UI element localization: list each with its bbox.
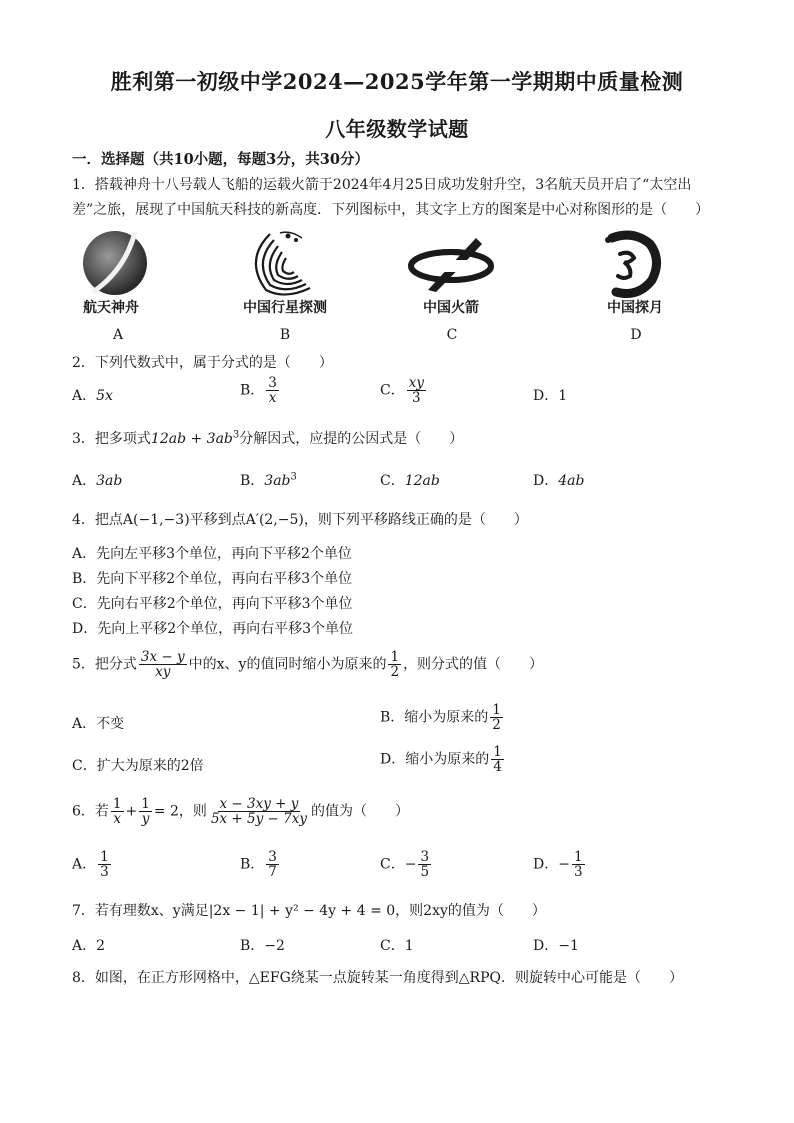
q4-option-d: D．先向上平移2个单位，再向右平移3个单位 [72, 621, 354, 637]
exam-title: 胜利第一初级中学2024—2025学年第一学期期中质量检测 [110, 69, 684, 94]
logo-letter-c: C [446, 327, 458, 343]
q3-option-c: C．12ab [380, 473, 440, 489]
q4-stem: 4．把点A(−1,−3)平移到点A′(2,−5)，则下列平移路线正确的是（ ） [72, 512, 528, 528]
q3-option-d: D．4ab [533, 473, 585, 489]
lunar-exploration-logo-icon [590, 230, 680, 300]
logo-letter-d: D [630, 327, 642, 343]
logo-caption-d: 中国探月 [607, 300, 663, 316]
q6-stem: 6．若 $\frac{1}{x}$ + $\frac{1}{y}$ = 2，则 $\frac{x - 3xy + y}{5x + 5y - 7xy}$ 的值为（ ） [72, 796, 409, 828]
logo-letter-b: B [279, 327, 291, 343]
exam-subtitle: 八年级数学试题 [325, 117, 469, 141]
q7-option-b: B．−2 [240, 938, 285, 954]
q5-option-d: D．缩小为原来的 $\frac{1}{4}$ [380, 744, 502, 776]
q2-option-d: D．1 [533, 388, 568, 404]
q7-option-d: D．−1 [533, 938, 579, 954]
q5-stem: 5．把分式 $\frac{3x - y}{xy}$ 中的x、y的值同时缩小为原来的 $\frac{1}{2}$ ，则分式的值（ ） [72, 649, 544, 681]
q4-option-b: B．先向下平移2个单位，再向右平移3个单位 [72, 571, 353, 587]
q3-option-b: B．$3ab^3$ [240, 471, 297, 489]
q2-option-a: A．5x [72, 388, 113, 404]
q5-option-c: C．扩大为原来的2倍 [72, 758, 204, 774]
q7-option-c: C．1 [380, 938, 414, 954]
q6-option-a: A． $\frac{1}{3}$ [72, 849, 109, 881]
q4-option-c: C．先向右平移2个单位，再向下平移3个单位 [72, 596, 353, 612]
q6-option-b: B． $\frac{3}{7}$ [240, 849, 277, 881]
q2-stem: 2．下列代数式中，属于分式的是（ ） [72, 355, 333, 371]
q8-stem: 8．如图，在正方形网格中，△EFG绕某一点旋转某一角度得到△RPQ．则旋转中心可能是（ ） [72, 970, 683, 986]
q1-stem-line1: 1．搭载神舟十八号载人飞船的运载火箭于2024年4月25日成功发射升空，3名航天员开启了“太空出 [72, 177, 692, 193]
shenzhou-logo-icon [75, 230, 165, 300]
q6-option-d: D．− $\frac{1}{3}$ [533, 849, 583, 881]
q3-option-a: A．3ab [72, 473, 123, 489]
q5-option-b: B．缩小为原来的 $\frac{1}{2}$ [380, 702, 501, 734]
q6-option-c: C．− $\frac{3}{5}$ [380, 849, 430, 881]
logo-letter-a: A [112, 327, 124, 343]
planet-exploration-logo-icon [240, 230, 330, 300]
q5-option-a: A．不变 [72, 716, 125, 732]
logo-caption-b: 中国行星探测 [243, 300, 327, 316]
china-rocket-logo-icon [406, 230, 496, 300]
q1-stem-line2: 差”之旅，展现了中国航天科技的新高度．下列图标中，其文字上方的图案是中心对称图形的是（ ） [72, 202, 710, 218]
q7-option-a: A．2 [72, 938, 106, 954]
q3-stem: 3．把多项式$12ab + 3ab^3$分解因式，应提的公因式是（ ） [72, 429, 464, 447]
q4-option-a: A．先向左平移3个单位，再向下平移2个单位 [72, 546, 352, 562]
q2-option-c: C． $\frac{xy}{3}$ [380, 375, 424, 407]
logo-caption-c: 中国火箭 [423, 300, 479, 316]
logo-caption-a: 航天神舟 [83, 300, 139, 316]
section-heading: 一．选择题（共10小题，每题3分，共30分） [72, 151, 369, 168]
q7-stem: 7．若有理数x、y满足|2x − 1| + y² − 4y + 4 = 0，则2xy的值为（ ） [72, 903, 546, 919]
q2-option-b: B． $\frac{3}{x}$ [240, 375, 277, 407]
